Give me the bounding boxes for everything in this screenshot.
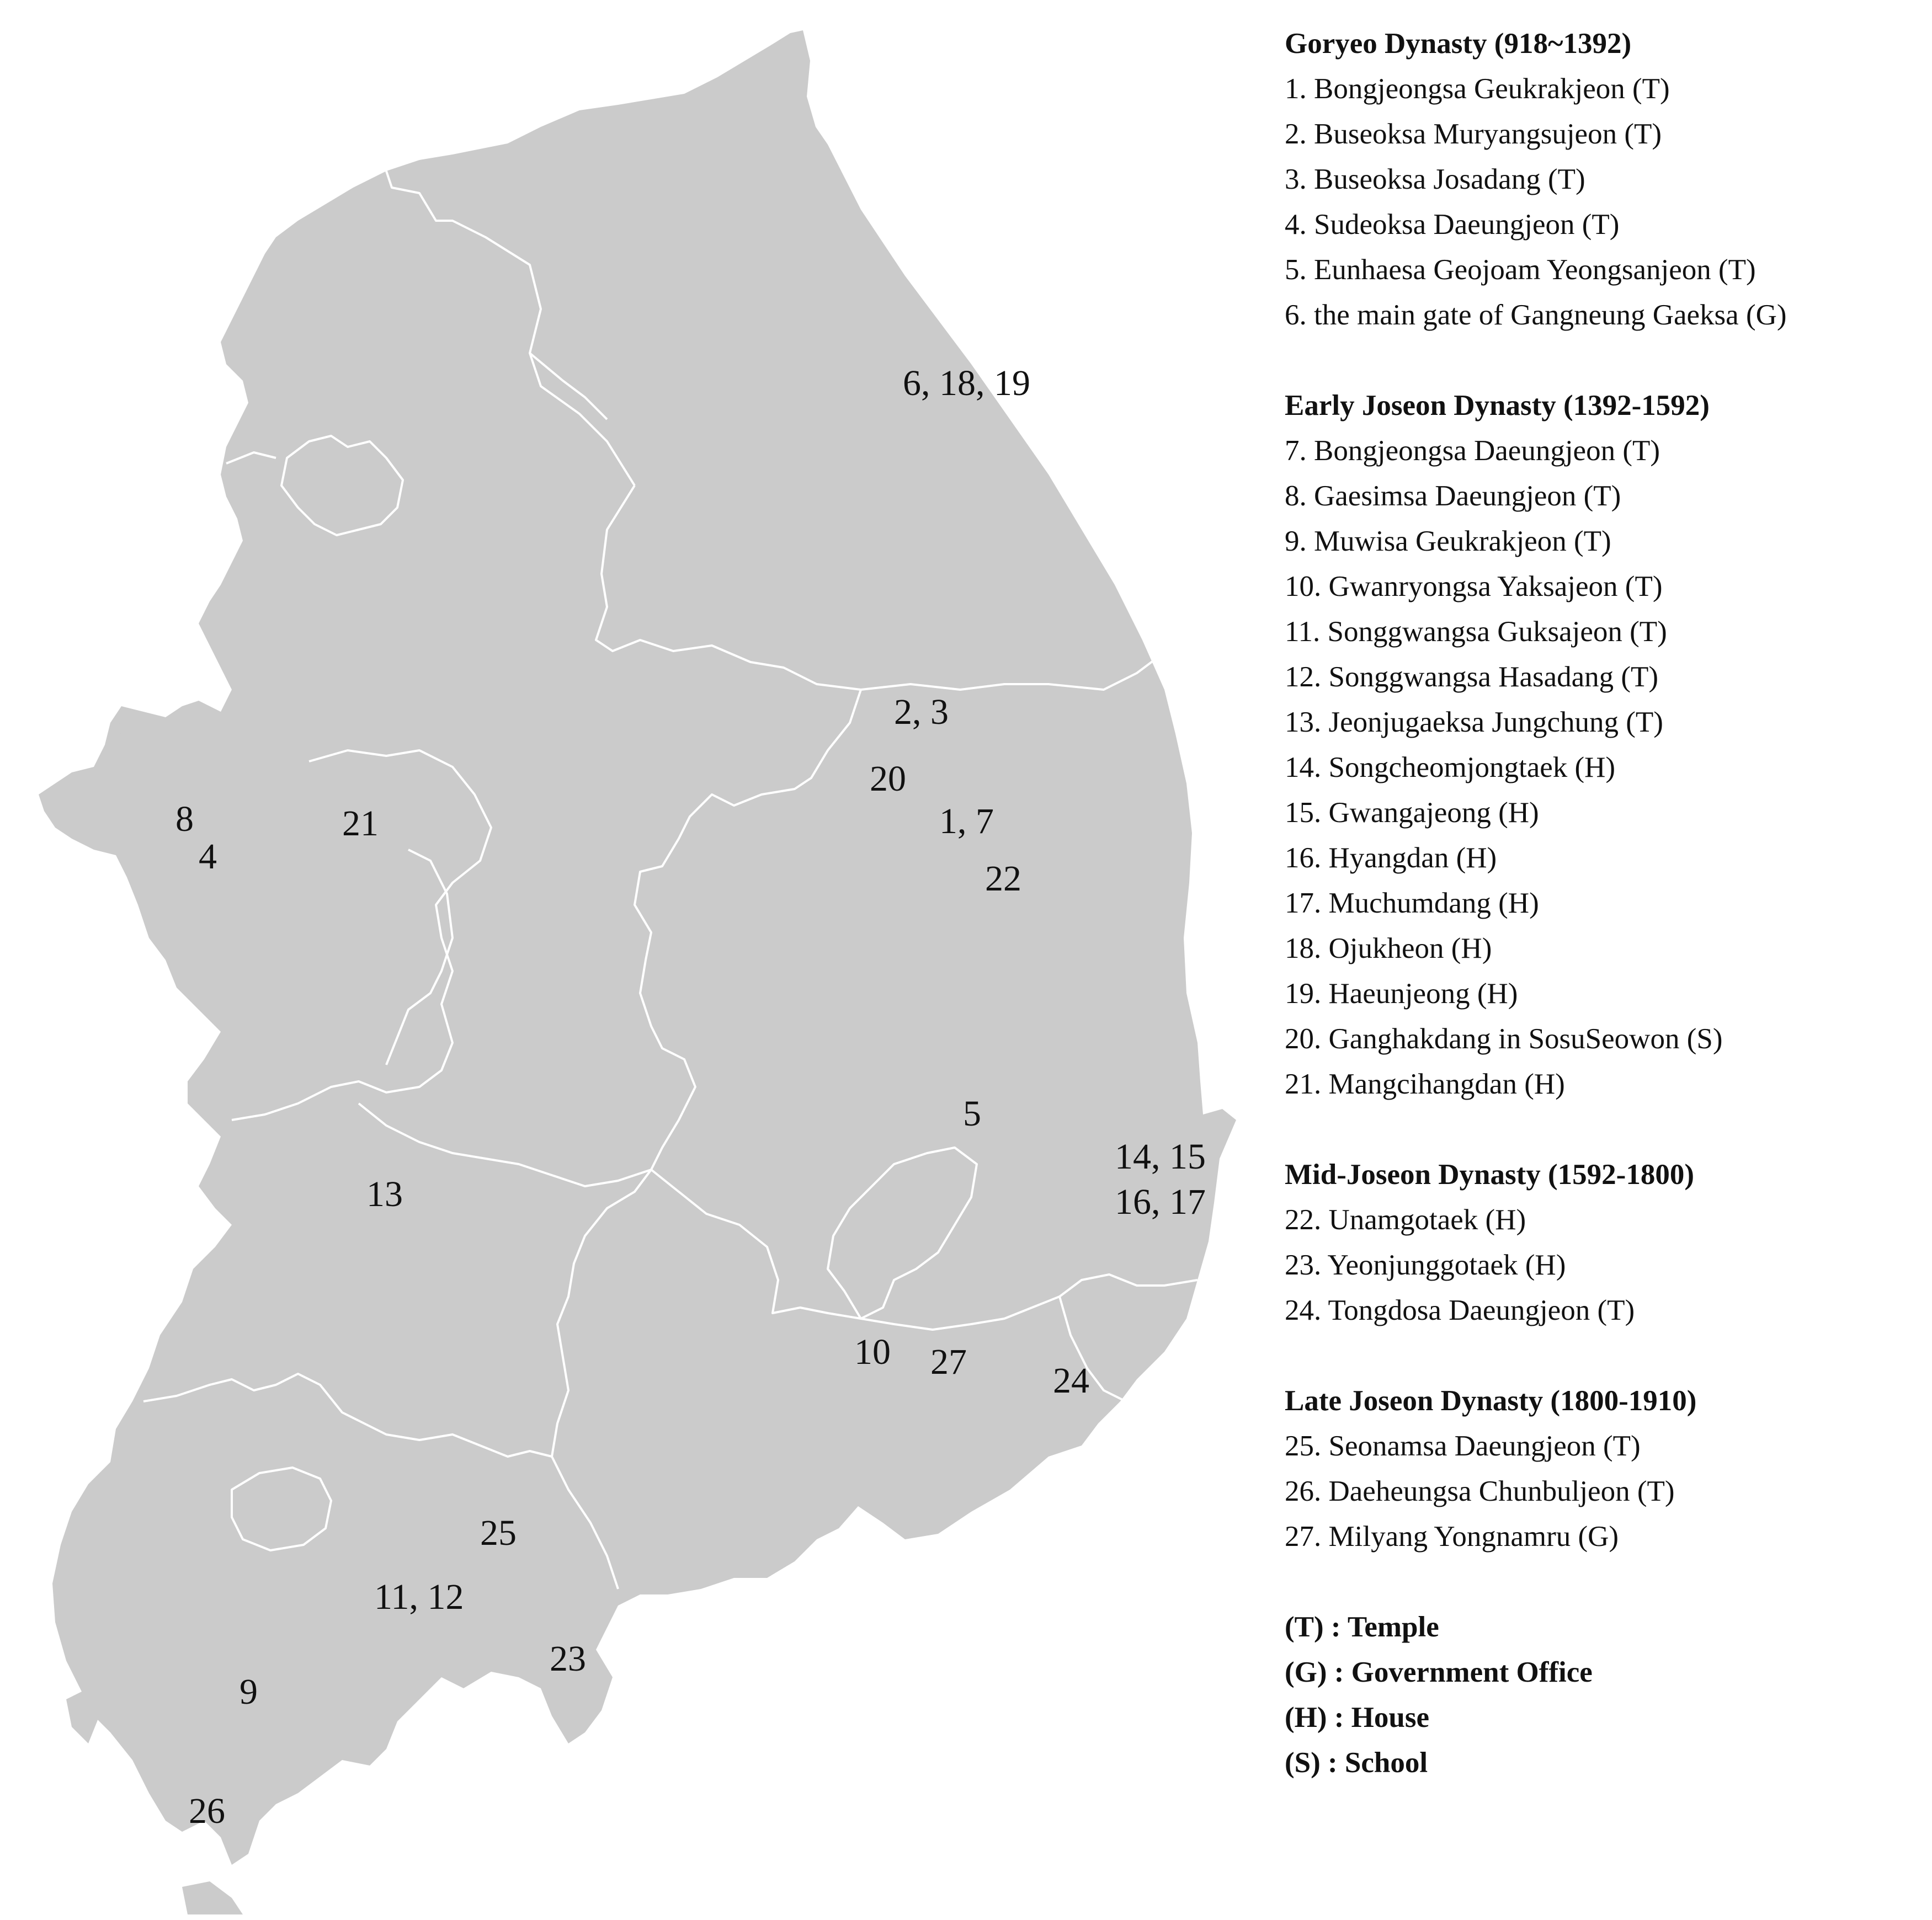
map-label-4: 4 [199,836,217,877]
legend-section-goryeo [1285,21,1925,338]
legend-section-mid-joseon [1285,1152,1925,1333]
map-label-2-3: 2, 3 [894,692,949,732]
legend-entry: 20. Ganghakdang in SosuSeowon (S) [1285,1023,1723,1055]
legend-entry: 2. Buseoksa Muryangsujeon (T) [1285,118,1662,150]
legend-entry: 12. Songgwangsa Hasadang (T) [1285,661,1659,693]
map-label-24: 24 [1053,1361,1089,1401]
map-label-21: 21 [342,803,379,844]
legend-entry: 19. Haeunjeong (H) [1285,978,1518,1010]
legend-entry: 4. Sudeoksa Daeungjeon (T) [1285,209,1620,241]
legend-entry: 23. Yeonjunggotaek (H) [1285,1249,1566,1281]
legend-entry: 14. Songcheomjongtaek (H) [1285,751,1616,783]
legend-entry: 9. Muwisa Geukrakjeon (T) [1285,525,1611,557]
legend-entry: 27. Milyang Yongnamru (G) [1285,1521,1619,1553]
section-title: Mid-Joseon Dynasty (1592-1800) [1285,1159,1694,1191]
legend-entry: 25. Seonamsa Daeungjeon (T) [1285,1430,1641,1462]
key-temple: (T) : Temple [1285,1611,1439,1643]
map-label-13: 13 [366,1174,403,1214]
map-label-8: 8 [175,799,194,839]
legend-entry: 8. Gaesimsa Daeungjeon (T) [1285,480,1621,512]
legend-key [1285,1604,1925,1785]
key-school: (S) : School [1285,1747,1428,1779]
map-label-10: 10 [854,1332,891,1372]
map-label-22: 22 [985,858,1021,899]
map-label-26: 26 [189,1791,225,1831]
map-label-5: 5 [963,1094,981,1134]
map-label-20: 20 [870,759,906,799]
legend-entry: 26. Daeheungsa Chunbuljeon (T) [1285,1475,1675,1507]
legend-entry: 22. Unamgotaek (H) [1285,1204,1526,1236]
map-label-25: 25 [480,1513,517,1553]
section-title: Goryeo Dynasty (918~1392) [1285,28,1632,60]
legend-entry: 15. Gwangajeong (H) [1285,797,1539,829]
legend-entry: 5. Eunhaesa Geojoam Yeongsanjeon (T) [1285,254,1756,286]
legend-entry: 10. Gwanryongsa Yaksajeon (T) [1285,570,1663,602]
legend-entry: 21. Mangcihangdan (H) [1285,1068,1565,1100]
key-house: (H) : House [1285,1702,1430,1734]
legend-entry: 24. Tongdosa Daeungjeon (T) [1285,1294,1635,1326]
map-label-27: 27 [930,1342,967,1382]
legend-entry: 1. Bongjeongsa Geukrakjeon (T) [1285,73,1670,105]
legend-entry: 3. Buseoksa Josadang (T) [1285,163,1585,195]
legend-entry: 16. Hyangdan (H) [1285,842,1497,874]
legend-section-early-joseon [1285,383,1925,1107]
legend-entry: 7. Bongjeongsa Daeungjeon (T) [1285,435,1660,467]
map-label-23: 23 [550,1639,586,1679]
legend-section-late-joseon [1285,1378,1925,1559]
map-label-11-12: 11, 12 [374,1577,464,1617]
map-label-16-17: 16, 17 [1115,1182,1206,1222]
map-label-1-7: 1, 7 [939,801,994,841]
map-label-6-18-19: 6, 18, 19 [903,363,1030,403]
section-title: Late Joseon Dynasty (1800-1910) [1285,1385,1697,1417]
legend [1285,21,1925,1785]
section-title: Early Joseon Dynasty (1392-1592) [1285,390,1710,422]
legend-entry: 13. Jeonjugaeksa Jungchung (T) [1285,706,1663,738]
map-label-9: 9 [239,1672,258,1712]
legend-entry: 18. Ojukheon (H) [1285,932,1492,964]
map-label-14-15: 14, 15 [1115,1137,1206,1177]
key-government-office: (G) : Government Office [1285,1656,1593,1688]
jindo-island-shape [182,1881,243,1914]
legend-entry: 17. Muchumdang (H) [1285,887,1539,919]
mainland-shape [39,30,1236,1865]
legend-entry: 6. the main gate of Gangneung Gaeksa (G) [1285,299,1787,331]
legend-entry: 11. Songgwangsa Guksajeon (T) [1285,616,1667,648]
